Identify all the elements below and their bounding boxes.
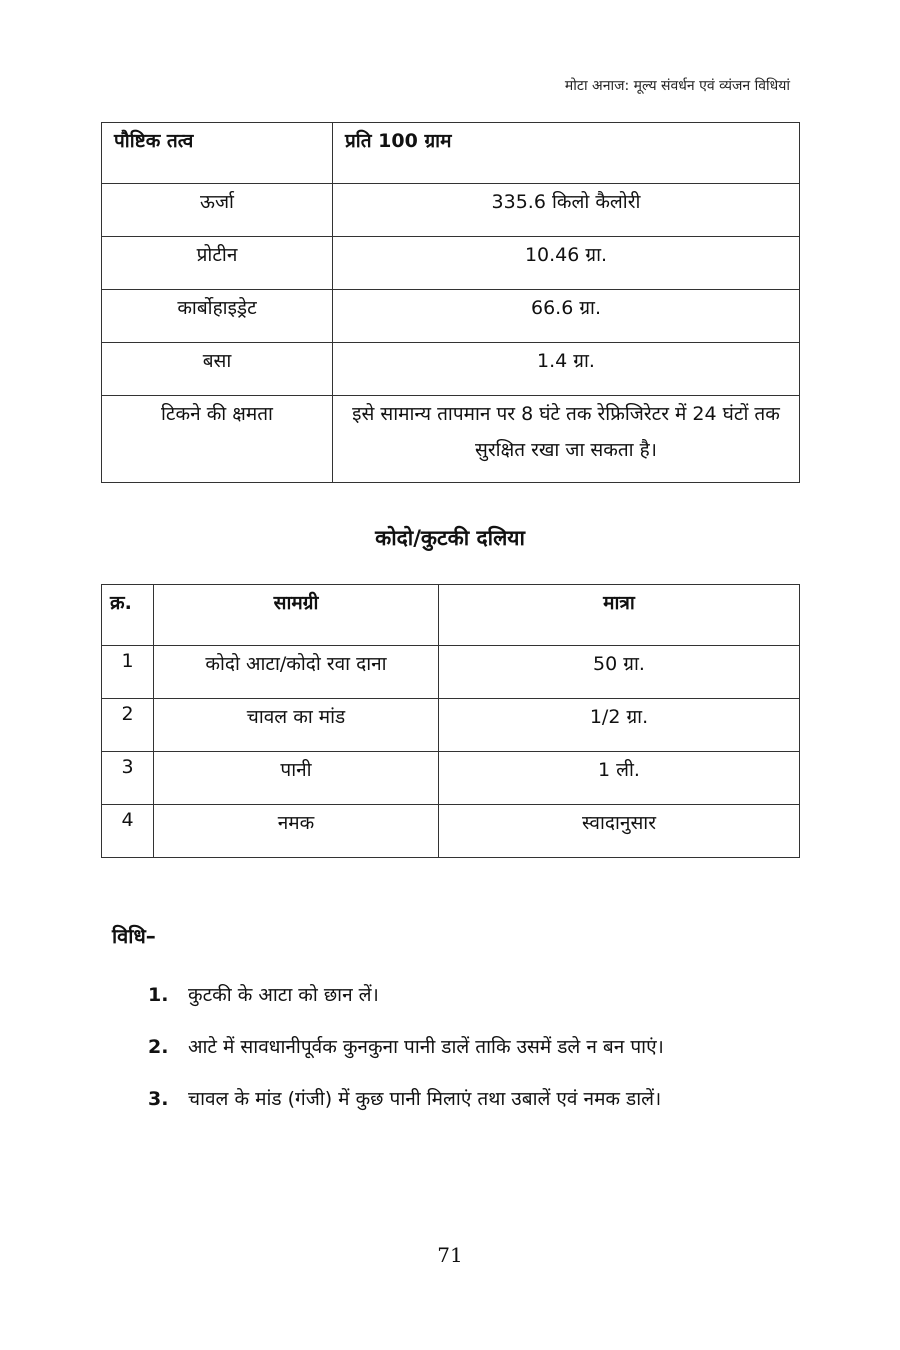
step-text: चावल के मांड (गंजी) में कुछ पानी मिलाएं तथा उबालें एवं नमक डालें। [188,1088,662,1110]
ingredient-quantity: 1/2 ग्रा. [439,699,800,752]
nutrient-value: 1.4 ग्रा. [333,343,800,396]
column-header-serial: क्र. [102,585,154,646]
step-number: 3. [148,1088,169,1110]
column-header-nutrient: पौष्टिक तत्व [102,123,333,184]
nutrient-name: प्रोटीन [102,237,333,290]
table-header-row [102,585,800,646]
ingredient-quantity: 50 ग्रा. [439,646,800,699]
nutrient-name: ऊर्जा [102,184,333,237]
nutrient-value: इसे सामान्य तापमान पर 8 घंटे तक रेफ्रिजिरेटर में 24 घंटों तक सुरक्षित रखा जा सकता है। [333,396,800,483]
method-steps [148,978,790,1134]
ingredients-table [101,584,800,858]
column-header-per-100g: प्रति 100 ग्राम [333,123,800,184]
serial-number: 1 [102,646,154,699]
page-number: 71 [437,1243,463,1267]
table-row [102,290,800,343]
step-number: 2. [148,1036,169,1058]
table-row [102,237,800,290]
nutrient-value: 66.6 ग्रा. [333,290,800,343]
nutrient-name: बसा [102,343,333,396]
ingredient-quantity: 1 ली. [439,752,800,805]
running-header: मोटा अनाज: मूल्य संवर्धन एवं व्यंजन विधियां [564,78,790,94]
serial-number: 3 [102,752,154,805]
list-item [148,1082,790,1116]
serial-number: 2 [102,699,154,752]
column-header-quantity: मात्रा [439,585,800,646]
table-row [102,343,800,396]
list-item [148,1030,790,1064]
nutrient-name: कार्बोहाइड्रेट [102,290,333,343]
list-item [148,978,790,1012]
table-header-row [102,123,800,184]
step-number: 1. [148,984,169,1006]
ingredient-name: कोदो आटा/कोदो रवा दाना [154,646,439,699]
table-row [102,805,800,858]
column-header-ingredient: सामग्री [154,585,439,646]
table-row [102,752,800,805]
recipe-title: कोदो/कुटकी दलिया [375,526,525,550]
table-row [102,646,800,699]
ingredient-name: नमक [154,805,439,858]
ingredient-quantity: स्वादानुसार [439,805,800,858]
table-row [102,396,800,483]
ingredient-name: पानी [154,752,439,805]
step-text: कुटकी के आटा को छान लें। [188,984,379,1006]
nutrient-value: 10.46 ग्रा. [333,237,800,290]
table-row [102,699,800,752]
serial-number: 4 [102,805,154,858]
nutrient-name: टिकने की क्षमता [102,396,333,483]
nutrient-value: 335.6 किलो कैलोरी [333,184,800,237]
method-heading: विधि– [112,924,156,948]
table-row [102,184,800,237]
nutrition-table [101,122,800,483]
ingredient-name: चावल का मांड [154,699,439,752]
step-text: आटे में सावधानीपूर्वक कुनकुना पानी डालें ताकि उसमें डले न बन पाएं। [188,1036,664,1058]
